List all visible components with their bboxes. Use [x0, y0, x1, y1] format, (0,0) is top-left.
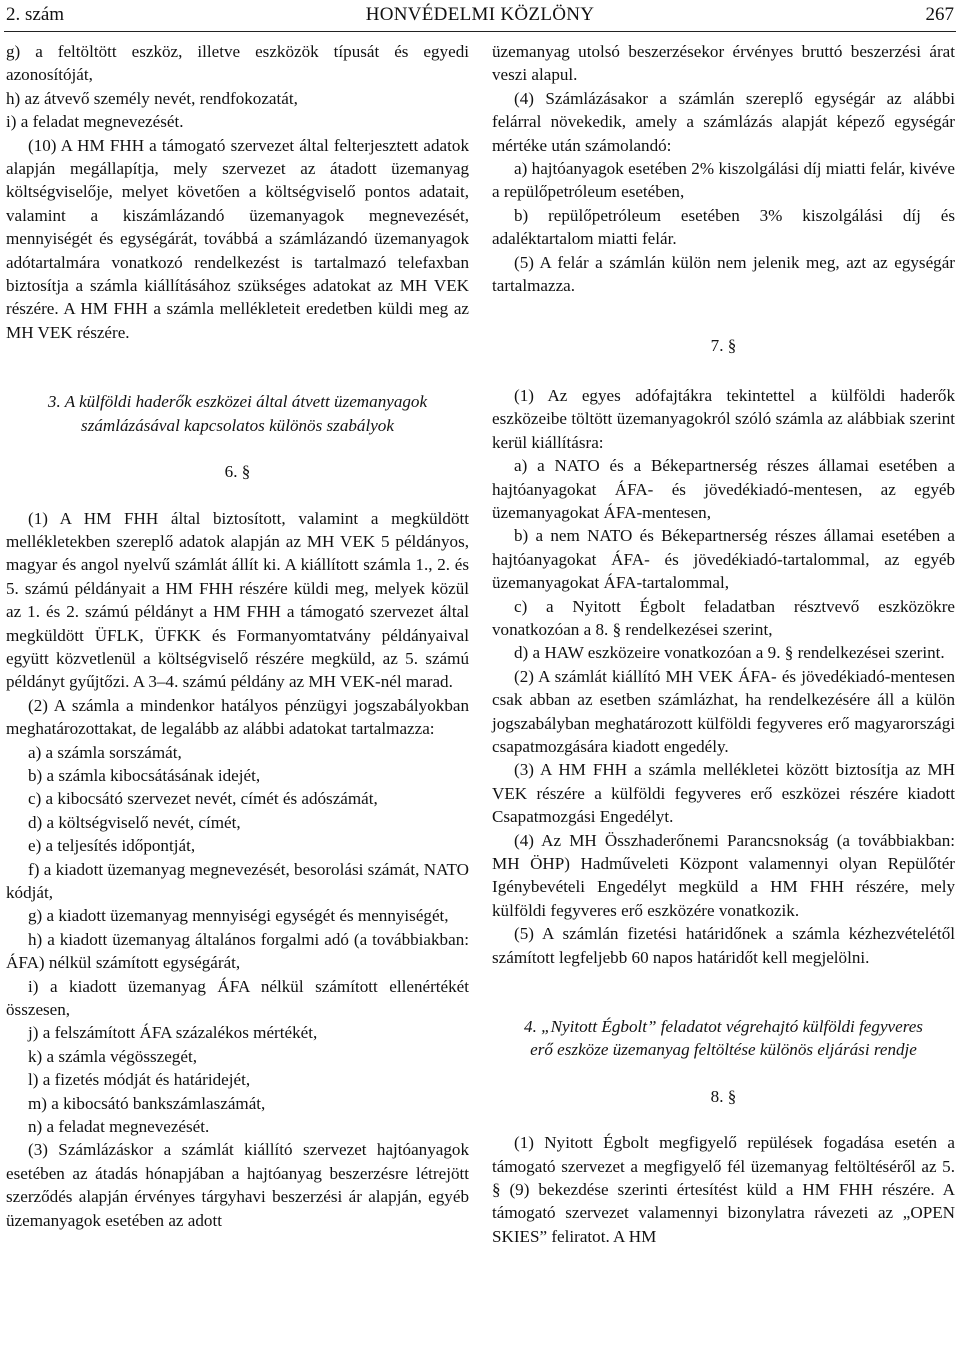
list-item: a) a NATO és a Békepartnerség részes államai esetében a hajtóanyagokat ÁFA- és jövedékiadó-mentesen, az egyéb üzemanyagokat ÁFA-mentesen, [492, 456, 955, 522]
section-6-title: 6. § [224, 462, 251, 482]
paragraph: g) a feltöltött eszköz, illetve eszközök típusát és egyedi azonosítóját, [6, 42, 469, 85]
list-item: b) a nem NATO és Békepartnerség részes államai esetében a hajtóanyagokat ÁFA- és jövedékiadó-tartalommal, az egyéb üzemanyagokat ÁFA-tartalommal, [492, 526, 955, 593]
section-7-title: 7. § [710, 336, 737, 356]
paragraph: (1) Az egyes adófajtákra tekintettel a külföldi haderők eszközeibe töltött üzemanyagokról szóló számla az alábbiak szerint kerül kiállításra: [492, 385, 955, 452]
paragraph: (1) Nyitott Égbolt megfigyelő repülések fogadása esetén a támogató szervezet a megfigyelő fél üzemanyag feltöltéséről az 5. § (9) bekezdése szerinti értesítést küld a HM FHH részére. A támogató szervezet valamennyi bizonylatra rávezeti az „OPEN SKIES” feliratot. A HM [492, 1133, 955, 1246]
paragraph: (2) A számla a mindenkor hatályos pénzügyi jogszabályokban meghatározottakat, de legalább az alábbi adatokat tartalmazza: [6, 695, 469, 739]
list-item: g) a kiadott üzemanyag mennyiségi egységét és mennyiségét, [28, 906, 449, 926]
list-item: i) a kiadott üzemanyag ÁFA nélkül számított ellenértékét összesen, [6, 976, 469, 1020]
list-item: c) a Nyitott Égbolt feladatban résztvevő eszközökre vonatkozóan a 8. § rendelkezései szerint, [492, 596, 955, 639]
page-header [6, 0, 954, 32]
list-item: b) repülőpetróleum esetében 3% kiszolgálási díj és adaléktartalom miatti felár. [492, 205, 955, 249]
header-rule [4, 31, 956, 32]
left-column [6, 40, 469, 1232]
paragraph: (3) A HM FHH a számla mellékletei között biztosítja az MH VEK részére a külföldi fegyveres erő eszközei részére kiadott Csapatmozgási Engedélyt. [492, 760, 955, 827]
paragraph: üzemanyag utolsó beszerzésekor érvényes bruttó beszerzési árat veszi alapul. [492, 42, 955, 85]
paragraph: (5) A számlán fizetési határidőnek a számla kézhezvételétől számított legfeljebb 60 napos határidőt kell megjelölni. [492, 924, 955, 967]
list-item: a) hajtóanyagok esetében 2% kiszolgálási díj miatti felár, kivéve a repülőpetróleum esetében, [492, 159, 955, 202]
list-item: h) a kiadott üzemanyag általános forgalmi adó (a továbbiakban: ÁFA) nélkül számított egységárát, [6, 929, 469, 973]
paragraph: (4) Számlázásakor a számlán szereplő egységár az alábbi felárral növekedik, amely a számlázás alapját képező egységár mértéke után számolandó: [492, 88, 955, 155]
list-item: f) a kiadott üzemanyag megnevezését, besorolási számát, NATO kódját, [6, 859, 469, 902]
paragraph: i) a feladat megnevezését. [6, 112, 184, 132]
paragraph: (1) A HM FHH által biztosított, valamint a megküldött mellékletekben szereplő adatok alapján az MH VEK 5 példányos, magyar és angol nyelvű számlát állít ki. A kiállított számla 1., 2. és 5. számú példányait a HM FHH részére küldi meg, melyek közül az 1. és 2. számú példányt a HM FHH a támogató szervezet által megküldött ÜFLK, ÜFKK és Formanyomtatvány példányaival együtt közvetlenül a költségviselő részére megküld, az 5. számú példányt gyűjtőzi. A 3–4. számú példány az MH VEK-nél marad. [6, 508, 469, 692]
right-column [492, 40, 955, 1248]
list-item: k) a számla végösszegét, [28, 1046, 197, 1066]
issue-number: 2. szám [6, 4, 65, 25]
list-item: d) a HAW eszközeire vonatkozóan a 9. § rendelkezései szerint. [514, 643, 945, 663]
paragraph: (4) Az MH Összhaderőnemi Parancsnokság (a továbbiakban: MH ÖHP) Hadműveleti Központ valamennyi olyan Repülőtér Igénybevételi Engedélyt megküld a HM FHH részére, mely külföldi fegyveres erő eszközére vonatkozik. [492, 830, 955, 920]
chapter-heading-3: 3. A külföldi haderők eszközei által átvett üzemanyagok számlázásával kapcsolatos különös szabályok [47, 392, 428, 435]
list-item: c) a kibocsátó szervezet nevét, címét és adószámát, [28, 789, 378, 809]
paragraph: (10) A HM FHH a támogató szervezet által felterjesztett adatok alapján megállapítja, mely szervezet az átadott üzemanyag költségviselője, melyet követően a költségviselő pontos adatait, valamint a kiszámlázandó üzemanyagok megnevezését, mennyiségét és egységárát, továbbá a számlázandó üzemanyagok adótartalmára vonatkozó rendelkezést is tartalmazó telefaxban biztosítja a számla kiállításához szükséges adatokat az MH VEK részére. A HM FHH a számla mellékleteit eredetben küldi meg az MH VEK részére. [6, 135, 469, 342]
section-8-title: 8. § [710, 1086, 737, 1106]
list-item: e) a teljesítés időpontját, [28, 836, 196, 856]
paragraph: h) az átvevő személy nevét, rendfokozatát, [6, 88, 298, 108]
list-item: b) a számla kibocsátásának idejét, [28, 765, 261, 785]
list-item: m) a kibocsátó bankszámlaszámát, [28, 1093, 266, 1113]
list-item: a) a számla sorszámát, [28, 742, 182, 762]
chapter-heading-4: 4. „Nyitott Égbolt” feladatot végrehajtó külföldi fegyveres erő eszköze üzemanyag feltöltése különös eljárási rendje [524, 1017, 923, 1060]
list-item: l) a fizetés módját és határidejét, [28, 1070, 251, 1090]
journal-title: HONVÉDELMI KÖZLÖNY [365, 4, 595, 25]
list-item: n) a feladat megnevezését. [28, 1117, 210, 1137]
page-number: 267 [925, 4, 954, 25]
paragraph: (3) Számlázáskor a számlát kiállító szervezet hajtóanyagok esetében az átadás hónapjában a hajtóanyag beszerzésre létrejött szerződés alapján érvényes tárgyhavi beszerzési ár alapján, egyéb üzemanyagok esetében az adott [6, 1140, 469, 1230]
paragraph: (5) A felár a számlán külön nem jelenik meg, azt az egységár tartalmazza. [492, 252, 955, 296]
paragraph: (2) A számlát kiállító MH VEK ÁFA- és jövedékiadó-mentesen csak abban az esetben számlázhat, ha rendelkezésére áll a külön jogszabályban meghatározott külföldi fegyveres erő magyarországi csapatmozgására kiadott engedély. [492, 666, 955, 756]
list-item: j) a felszámított ÁFA százalékos mértékét, [28, 1023, 318, 1043]
list-item: d) a költségviselő nevét, címét, [28, 812, 241, 832]
